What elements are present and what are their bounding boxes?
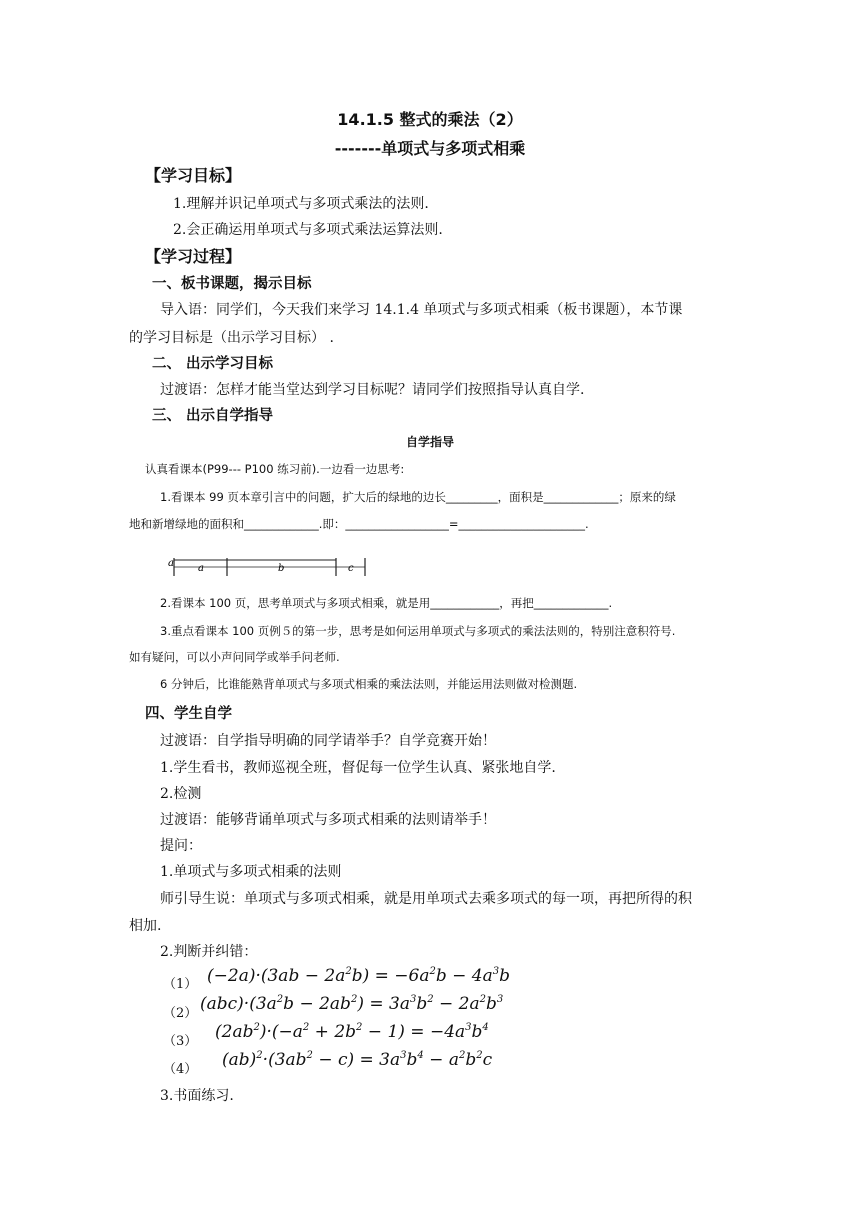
section-1-heading: 一、板书课题，揭示目标 (152, 276, 312, 292)
section-4-line-10: 3.书面练习. (160, 1088, 234, 1104)
exercise-label-2: （2） (163, 1006, 198, 1021)
exercise-label-4: （4） (163, 1062, 198, 1077)
section-4-line-7: 师引导生说：单项式与多项式相乘，就是用单项式去乘多项式的每一项，再把所得的积 (160, 891, 692, 907)
diagram-label-c: c (348, 563, 354, 574)
goal-item-1: 1.理解并识记单项式与多项式乘法的法则. (173, 196, 429, 212)
section-4-heading: 四、学生自学 (145, 706, 232, 722)
guide-question-1-line-1: 1.看课本 99 页本章引言中的问题，扩大后的绿地的边长_________，面积是_____________；原来的绿 (160, 490, 676, 504)
page-title: 14.1.5 整式的乘法（2） (337, 110, 523, 129)
exercise-formula-2: $(abc)\cdot(3a^2b - 2ab^2) = 3a^3b^2 - 2a^2b^3$ (200, 994, 504, 1014)
section-4-line-2: 1.学生看书，教师巡视全班，督促每一位学生认真、紧张地自学. (160, 760, 556, 776)
section-4-line-8: 相加. (129, 918, 162, 934)
section-1-line-1: 导入语：同学们，今天我们来学习 14.1.4 单项式与多项式相乘（板书课题），本节课 (160, 302, 683, 318)
guide-question-2: 2.看课本 100 页，思考单项式与多项式相乘，就是用____________，再把_____________. (160, 596, 613, 610)
section-1-line-2: 的学习目标是（出示学习目标） . (129, 330, 334, 346)
diagram-label-b: b (278, 563, 285, 574)
goals-heading: 【学习目标】 (145, 166, 242, 185)
process-heading: 【学习过程】 (145, 247, 242, 266)
exercise-formula-4: $(ab)^2\cdot(3ab^2 - c) = 3a^3b^4 - a^2b^2c$ (222, 1050, 493, 1070)
exercise-formula-1: $(-2a)\cdot(3ab - 2a^2b) = -6a^2b - 4a^3b$ (207, 966, 511, 986)
guide-note: 6 分钟后，比谁能熟背单项式与多项式相乘的乘法法则，并能运用法则做对检测题. (160, 677, 578, 691)
section-4-line-4: 过渡语：能够背诵单项式与多项式相乘的法则请举手！ (160, 812, 496, 828)
guide-intro: 认真看课本(P99--- P100 练习前).一边看一边思考: (145, 462, 405, 476)
guide-question-1-line-2: 地和新增绿地的面积和_____________.即：__________________=______________________. (129, 517, 589, 531)
exercise-label-1: （1） (163, 977, 198, 992)
section-3-heading: 三、 出示自学指导 (152, 408, 274, 424)
diagram-marker: a (168, 558, 174, 569)
segment-diagram (160, 555, 375, 580)
guide-question-3-line-1: 3.重点看课本 100 页例５的第一步，思考是如何运用单项式与多项式的乘法法则的，特别注意积符号. (160, 624, 676, 638)
section-4-line-1: 过渡语：自学指导明确的同学请举手？自学竞赛开始！ (160, 733, 496, 749)
section-2-line-1: 过渡语：怎样才能当堂达到学习目标呢？请同学们按照指导认真自学. (160, 382, 585, 398)
section-4-line-9: 2.判断并纠错： (160, 944, 258, 960)
guide-question-3-line-2: 如有疑问，可以小声问同学或举手问老师. (129, 650, 340, 664)
section-2-heading: 二、 出示学习目标 (152, 356, 274, 372)
section-4-line-6: 1.单项式与多项式相乘的法则 (160, 864, 342, 880)
goal-item-2: 2.会正确运用单项式与多项式乘法运算法则. (173, 222, 443, 238)
diagram-label-a: a (198, 563, 204, 574)
guide-title: 自学指导 (405, 435, 454, 449)
exercise-formula-3: $(2ab^2)\cdot(-a^2 + 2b^2 - 1) = -4a^3b^4$ (215, 1022, 489, 1042)
exercise-label-3: （3） (163, 1034, 198, 1049)
section-4-line-5: 提问： (160, 838, 202, 854)
section-4-line-3: 2.检测 (160, 786, 202, 802)
page-subtitle: -------单项式与多项式相乘 (334, 139, 526, 158)
